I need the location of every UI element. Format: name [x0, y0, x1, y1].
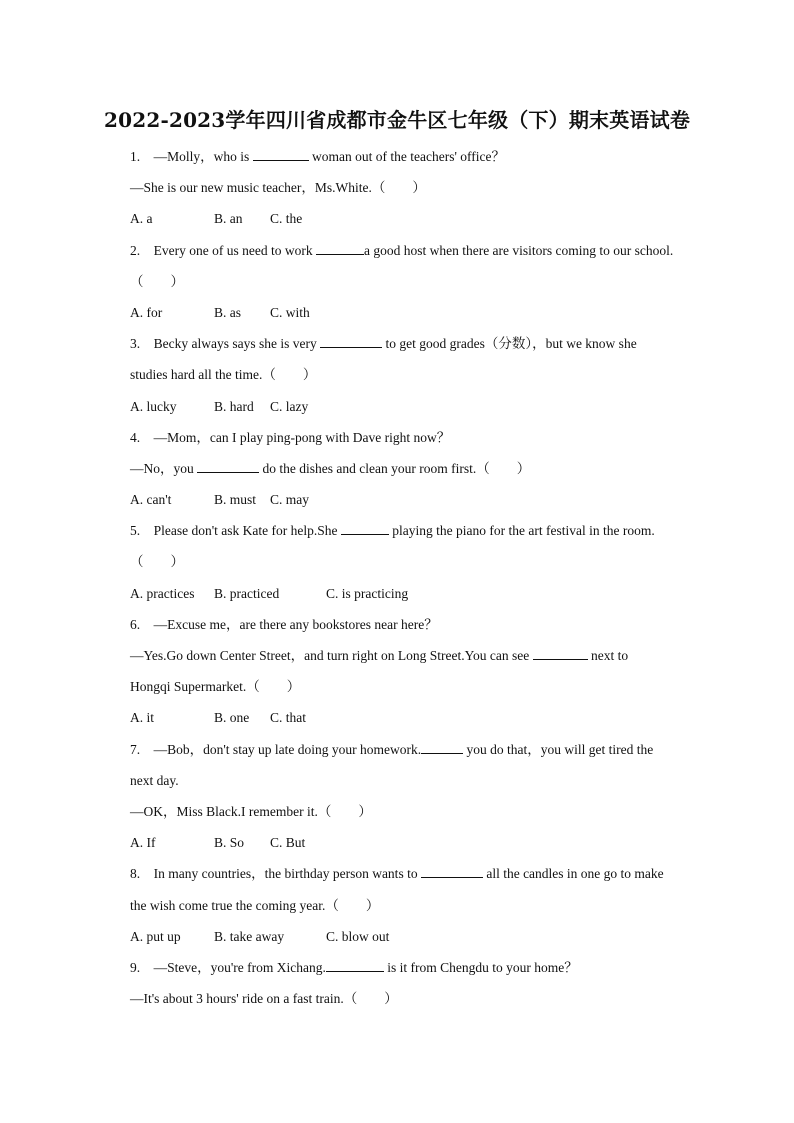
answer-blank — [320, 334, 382, 348]
answer-options — [130, 827, 710, 858]
question-line — [130, 453, 710, 484]
question-text: next to — [587, 648, 629, 663]
answer-blank — [421, 864, 483, 878]
answer-blank — [316, 241, 364, 255]
option-a[interactable]: A. a — [130, 211, 153, 227]
answer-options — [130, 391, 710, 422]
question-text: next day. — [130, 772, 179, 788]
question-text: 2. Every one of us need to work — [130, 242, 316, 258]
option-c[interactable]: C. that — [270, 710, 306, 726]
question-text: 9. —Steve，you're from Xichang. — [130, 959, 326, 975]
answer-options — [130, 578, 710, 609]
option-a[interactable]: A. practices — [130, 585, 195, 601]
question-text: do the dishes and clean your room first.（ ） — [259, 460, 531, 476]
answer-options — [130, 203, 710, 234]
question-text: 5. Please don't ask Kate for help.She — [130, 523, 341, 539]
option-b[interactable]: B. as — [214, 304, 241, 320]
question-list — [130, 141, 710, 1014]
answer-blank — [197, 459, 259, 473]
question-text: studies hard all the time.（ ） — [130, 367, 317, 383]
question-line — [130, 609, 710, 640]
answer-options — [130, 297, 710, 328]
question-5 — [130, 515, 710, 609]
question-line — [130, 141, 710, 172]
option-c[interactable]: C. may — [270, 492, 309, 508]
question-line — [130, 858, 710, 889]
answer-blank — [533, 646, 588, 660]
question-text: is it from Chengdu to your home？ — [383, 959, 578, 975]
page-title: 2022-2023学年四川省成都市金牛区七年级（下）期末英语试卷 — [103, 108, 691, 132]
question-line — [130, 796, 710, 827]
question-text: 6. —Excuse me，are there any bookstores near here？ — [130, 616, 438, 632]
option-a[interactable]: A. it — [130, 710, 155, 726]
question-text: you do that，you will get tired the — [463, 741, 654, 757]
question-text: 1. —Molly，who is — [130, 149, 253, 164]
answer-options — [130, 702, 710, 733]
question-text: （ ） — [130, 273, 184, 289]
question-text: to get good grades（分数），but we know she — [382, 336, 637, 352]
question-text: woman out of the teachers' office？ — [308, 149, 506, 164]
answer-blank — [253, 147, 309, 161]
question-text: —OK，Miss Black.I remember it.（ ） — [130, 803, 372, 819]
question-line — [130, 765, 710, 796]
answer-blank — [326, 958, 384, 972]
question-6 — [130, 609, 710, 734]
question-4 — [130, 422, 710, 516]
option-a[interactable]: A. If — [130, 835, 156, 851]
question-line — [130, 640, 710, 671]
question-line — [130, 515, 710, 546]
question-line — [130, 235, 710, 266]
option-c[interactable]: C. But — [270, 835, 306, 851]
question-line — [130, 983, 710, 1014]
question-text: all the candles in one go to make — [482, 866, 664, 882]
question-2 — [130, 235, 710, 329]
question-text: 4. —Mom，can I play ping-pong with Dave right now？ — [130, 429, 451, 445]
question-line — [130, 266, 710, 297]
option-c[interactable]: C. is practicing — [326, 585, 409, 601]
question-text: 3. Becky always says she is very — [130, 336, 321, 352]
question-text: 7. —Bob，don't stay up late doing your homework. — [130, 741, 422, 757]
option-a[interactable]: A. put up — [130, 928, 181, 944]
question-8 — [130, 858, 710, 952]
option-b[interactable]: B. practiced — [214, 585, 280, 601]
question-text: playing the piano for the art festival in the room. — [388, 523, 655, 539]
question-line — [130, 671, 710, 702]
question-text: —It's about 3 hours' ride on a fast train.（ ） — [130, 991, 398, 1007]
question-3 — [130, 328, 710, 422]
question-7 — [130, 734, 710, 859]
question-text: a good host when there are visitors coming to our school. — [363, 242, 674, 258]
question-1 — [130, 141, 710, 235]
question-text: —Yes.Go down Center Street，and turn right on Long Street.You can see — [130, 648, 533, 663]
question-line — [130, 422, 710, 453]
option-a[interactable]: A. can't — [130, 492, 172, 508]
option-b[interactable]: B. an — [214, 211, 243, 227]
question-text: —She is our new music teacher，Ms.White.（ ） — [130, 180, 426, 196]
question-line — [130, 952, 710, 983]
question-text: 8. In many countries，the birthday person wants to — [130, 866, 421, 882]
option-b[interactable]: B. one — [214, 710, 250, 726]
option-b[interactable]: B. hard — [214, 398, 254, 414]
question-text: —No，you — [130, 460, 198, 476]
question-line — [130, 546, 710, 577]
question-text: （ ） — [130, 554, 184, 570]
option-c[interactable]: C. blow out — [326, 928, 390, 944]
answer-options — [130, 921, 710, 952]
option-b[interactable]: B. must — [214, 492, 257, 508]
answer-blank — [341, 521, 389, 535]
question-9 — [130, 952, 710, 1014]
question-line — [130, 890, 710, 921]
option-c[interactable]: C. the — [270, 211, 303, 227]
option-b[interactable]: B. take away — [214, 928, 285, 944]
answer-blank — [421, 740, 463, 754]
option-a[interactable]: A. for — [130, 304, 163, 320]
answer-options — [130, 484, 710, 515]
question-line — [130, 172, 710, 203]
question-text: Hongqi Supermarket.（ ） — [130, 679, 301, 695]
option-c[interactable]: C. with — [270, 304, 310, 320]
question-line — [130, 359, 710, 390]
option-c[interactable]: C. lazy — [270, 398, 309, 414]
option-b[interactable]: B. So — [214, 835, 245, 851]
question-line — [130, 328, 710, 359]
option-a[interactable]: A. lucky — [130, 398, 177, 414]
question-line — [130, 734, 710, 765]
question-text: the wish come true the coming year.（ ） — [130, 897, 380, 913]
